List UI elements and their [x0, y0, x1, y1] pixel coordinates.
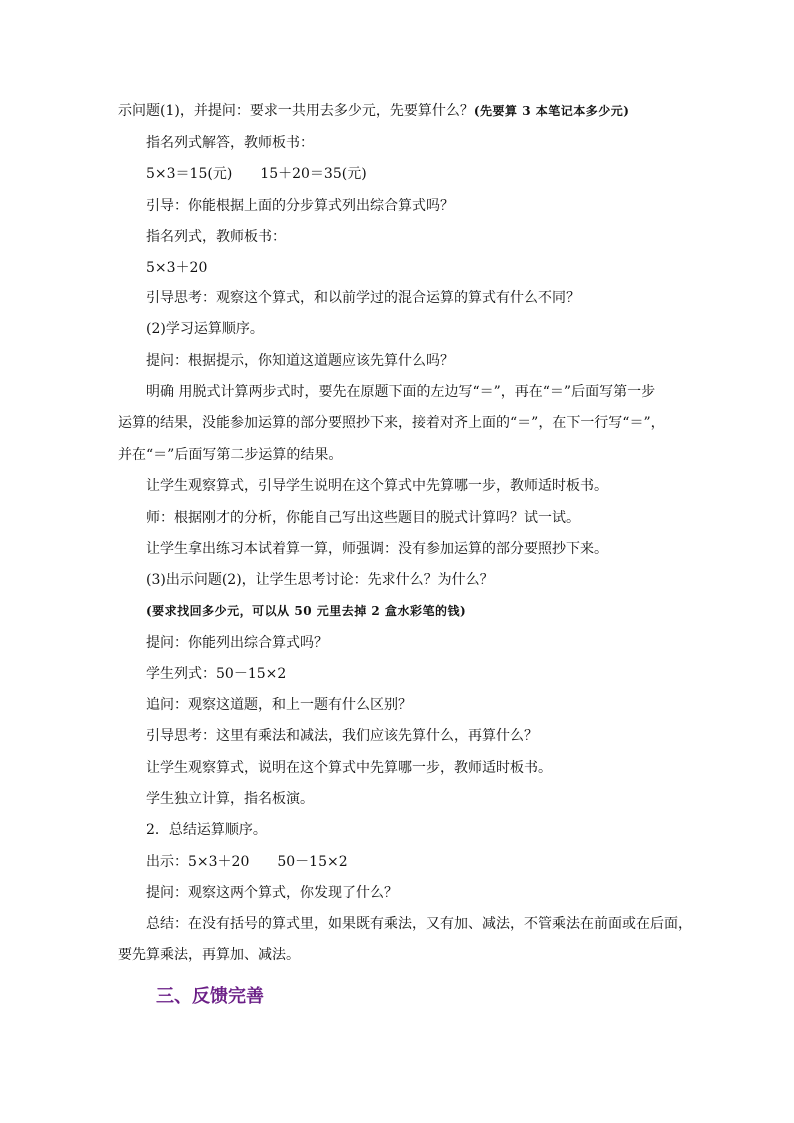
text-line: 提问：观察这两个算式，你发现了什么？	[146, 885, 398, 901]
text-line: 指名列式，教师板书：	[146, 229, 286, 245]
text-span: 示问题(1)，并提问：要求一共用去多少元，先要算什么？	[118, 103, 474, 119]
formula-line: 学生列式：50－15×2	[146, 666, 287, 682]
text-line	[118, 100, 678, 122]
section-heading: 三、反馈完善	[156, 986, 264, 1007]
text-line: 让学生拿出练习本试着算一算，师强调：没有参加运算的部分要照抄下来。	[146, 541, 608, 557]
text-line: 追问：观察这道题，和上一题有什么区别？	[146, 697, 412, 713]
text-line: (2)学习运算顺序。	[146, 321, 264, 337]
formula-line: 5×3＋20	[146, 260, 208, 276]
text-line: 总结：在没有括号的算式里，如果既有乘法，又有加、减法，不管乘法在前面或在后面，	[146, 916, 692, 932]
text-line: 指名列式解答，教师板书：	[146, 135, 314, 151]
text-line: 提问：你能列出综合算式吗？	[146, 635, 328, 651]
subsection-title: 2．总结运算顺序。	[146, 822, 267, 838]
text-line: 引导思考：这里有乘法和减法，我们应该先算什么，再算什么？	[146, 728, 538, 744]
text-line: 师：根据刚才的分析，你能自己写出这些题目的脱式计算吗？试一试。	[146, 510, 580, 526]
answer-note: (先要算 3 本笔记本多少元)	[473, 104, 630, 118]
text-line: 学生独立计算，指名板演。	[146, 791, 314, 807]
text-line: 运算的结果，没能参加运算的部分要照抄下来，接着对齐上面的“＝”，在下一行写“＝”，	[118, 415, 665, 431]
text-line: 引导思考：观察这个算式，和以前学过的混合运算的算式有什么不同？	[146, 290, 580, 306]
text-line: 并在“＝”后面写第二步运算的结果。	[118, 447, 343, 463]
text-line: 让学生观察算式，引导学生说明在这个算式中先算哪一步，教师适时板书。	[146, 478, 608, 494]
text-line: 要先算乘法，再算加、减法。	[118, 947, 300, 963]
text-line: 明确 用脱式计算两步式时，要先在原题下面的左边写“＝”，再在“＝”后面写第一步	[146, 384, 656, 400]
answer-note: (要求找回多少元，可以从 50 元里去掉 2 盒水彩笔的钱)	[146, 604, 467, 618]
formula-line: 出示：5×3＋20 50－15×2	[146, 854, 348, 870]
text-line: 引导：你能根据上面的分步算式列出综合算式吗？	[146, 198, 454, 214]
text-line: (3)出示问题(2)，让学生思考讨论：先求什么？为什么？	[146, 572, 494, 588]
text-line: 让学生观察算式，说明在这个算式中先算哪一步，教师适时板书。	[146, 760, 552, 776]
text-line: 提问：根据提示，你知道这道题应该先算什么吗？	[146, 353, 454, 369]
formula-line: 5×3＝15(元) 15＋20＝35(元)	[146, 166, 367, 182]
